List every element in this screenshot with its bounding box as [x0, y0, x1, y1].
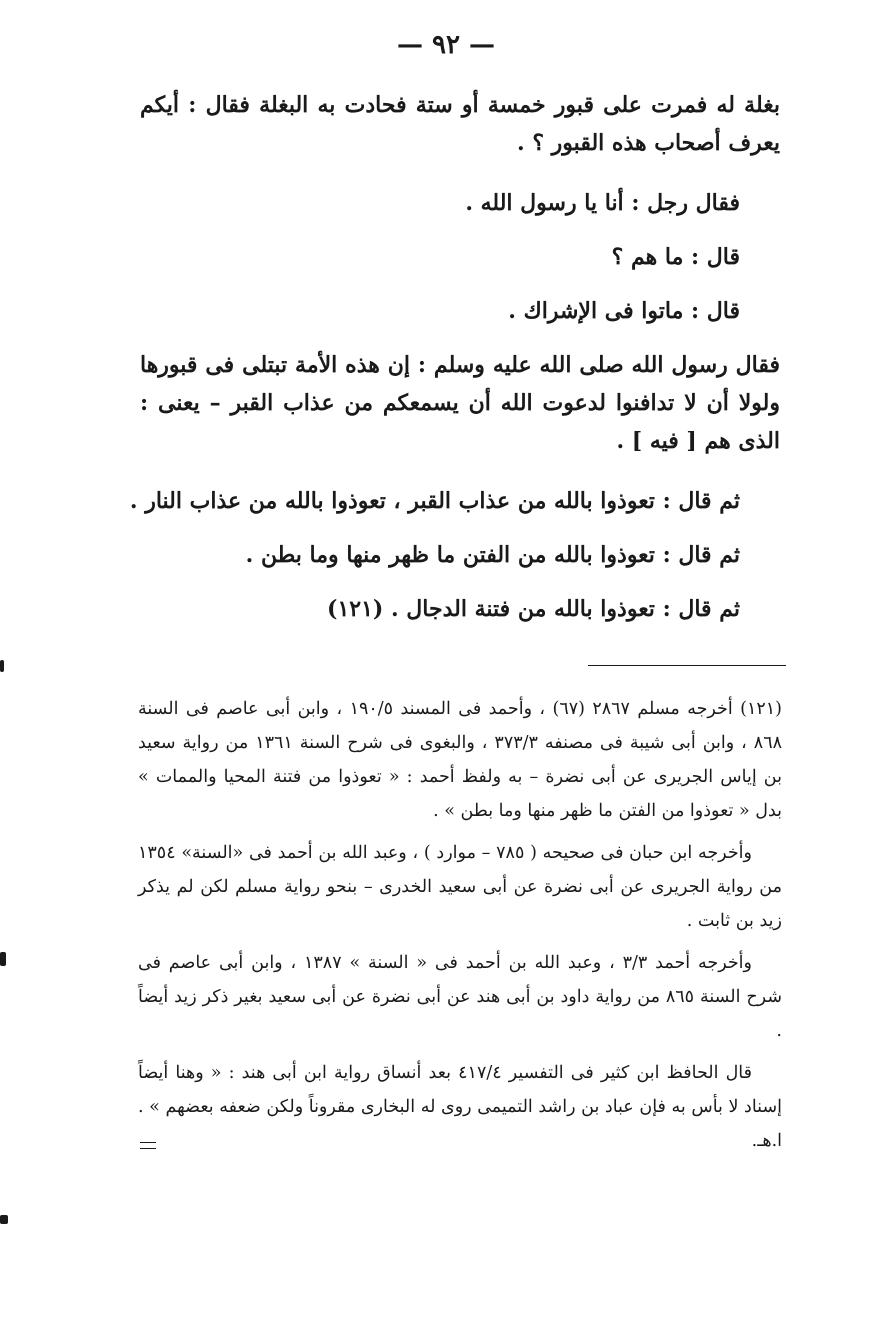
footnote-separator: [588, 665, 786, 666]
footnote-121: (١٢١) أخرجه مسلم ٢٨٦٧ (٦٧) ، وأحمد فى المسند ١٩٠/٥ ، وابن أبى عاصم فى السنة ٨٦٨ ، وابن أبى شيبة فى مصنفه ٣٧٣/٣ ، والبغوى فى شرح السنة ١٣٦١ من رواية سعيد بن إياس الجريرى عن أبى نضرة – به ولفظ أحمد : « تعوذوا من فتنة المحيا والممات » بدل « تعوذوا من الفتن ما ظهر منها وما بطن » .: [138, 699, 782, 821]
scan-edge-mark: [0, 952, 6, 966]
end-mark: [140, 1142, 156, 1149]
dialogue-line-4: ثم قال : تعوذوا بالله من عذاب القبر ، تعوذوا بالله من عذاب النار .: [129, 488, 740, 514]
footnote-paragraph-3: وأخرجه أحمد ٣/٣ ، وعبد الله بن أحمد فى « السنة » ١٣٨٧ ، وابن أبى عاصم فى شرح السنة ٨٦٥ من رواية داود بن أبى هند عن أبى نضرة عن أبى سعيد بغير ذكر زيد أيضاً .: [138, 953, 782, 1041]
dialogue-line-1: فقال رجل : أنا يا رسول الله .: [465, 190, 740, 216]
paragraph-2: فقال رسول الله صلى الله عليه وسلم : إن هذه الأمة تبتلى فى قبورها ولولا أن لا تدافنوا لدعوت الله أن يسمعكم من عذاب القبر – يعنى : الذى هم [ فيه ] .: [140, 352, 780, 454]
footnote-paragraph-2: وأخرجه ابن حبان فى صحيحه ( ٧٨٥ – موارد ) ، وعبد الله بن أحمد فى «السنة» ١٣٥٤ من رواية الجريرى عن أبى نضرة عن أبى سعيد الخدرى – بنحو رواية مسلم لكن لم يذكر زيد بن ثابت .: [138, 843, 782, 931]
paragraph-1: بغلة له فمرت على قبور خمسة أو ستة فحادت به البغلة فقال : أيكم يعرف أصحاب هذه القبور ؟ .: [140, 92, 780, 156]
footnotes: [138, 692, 782, 1166]
footnote-paragraph-4: قال الحافظ ابن كثير فى التفسير ٤١٧/٤ بعد أنساق رواية ابن أبى هند : « وهنا أيضاً إسناد لا بأس به فإن عباد بن راشد التميمى روى له البخارى مقروناً ولكن ضعفه بعضهم » . ا.هـ.: [138, 1063, 782, 1151]
scan-edge-mark: [0, 1215, 8, 1224]
page-number: — ٩٢ —: [396, 30, 496, 60]
dialogue-line-5: ثم قال : تعوذوا بالله من الفتن ما ظهر منها وما بطن .: [245, 542, 740, 568]
dialogue-line-3: قال : ماتوا فى الإشراك .: [508, 298, 740, 324]
dialogue-line-6: ثم قال : تعوذوا بالله من فتنة الدجال . (١٢١): [327, 596, 740, 622]
dialogue-line-2: قال : ما هم ؟: [611, 244, 740, 270]
scan-edge-mark: [0, 660, 4, 672]
main-text: [129, 86, 780, 644]
